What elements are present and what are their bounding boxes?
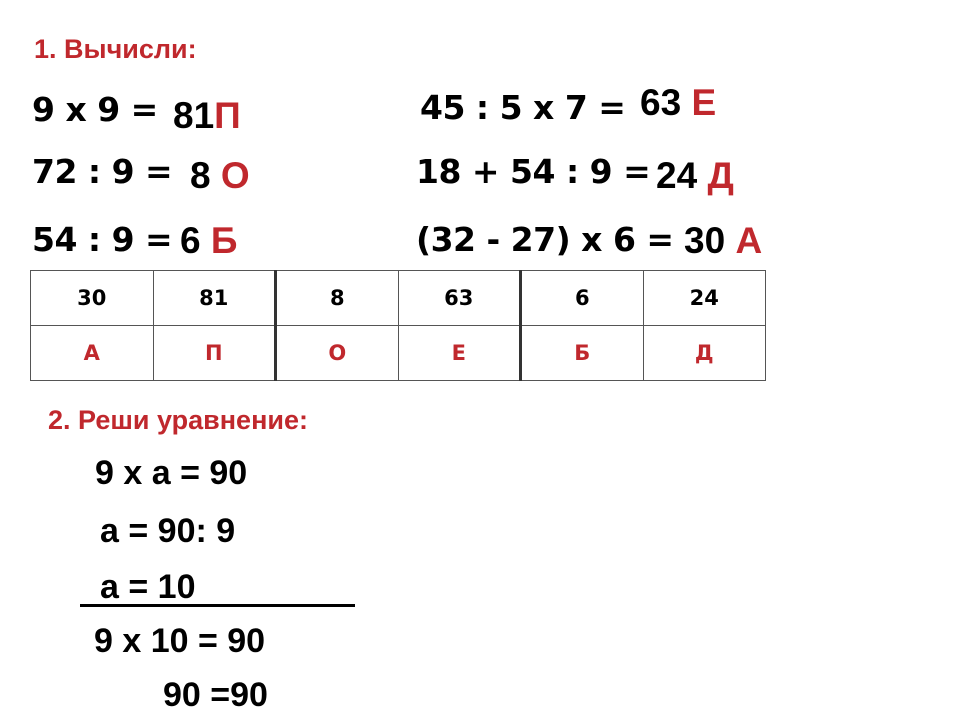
check-line: 90 =90 [163,676,268,714]
task1-answer [173,95,241,137]
answer-letter: П [214,95,241,136]
table-cell: О [276,326,399,381]
answer-letter: Б [210,220,238,261]
check-line: 9 х 10 = 90 [94,622,266,660]
answer-number: 8 [190,155,211,196]
equation-line: 9 х а = 90 [95,454,248,492]
answer-number: 6 [180,220,201,261]
task1-answer [640,82,716,124]
table-cell: 63 [398,271,521,326]
table-cell: Е [398,326,521,381]
equation-line: а = 90: 9 [100,512,236,550]
task1-expression: 54 : 9 = [32,220,173,259]
table-cell: 6 [521,271,644,326]
table-cell: Д [643,326,766,381]
task1-answer [684,220,762,262]
table-cell: 24 [643,271,766,326]
table-row-letters [31,326,766,381]
task1-answer [180,220,237,262]
task1-expression: 45 : 5 х 7 = [420,88,626,127]
task1-heading: 1. Вычисли: [34,34,197,64]
task1-expression: 9 х 9 = [32,90,158,129]
answer-number: 63 [640,82,682,123]
answer-underline [80,604,355,607]
task2-heading: 2. Реши уравнение: [48,405,308,435]
answer-letter: Д [707,155,734,196]
table-cell: П [153,326,276,381]
table-cell: 8 [276,271,399,326]
table-cell: Б [521,326,644,381]
table-cell: 30 [31,271,154,326]
answer-number: 81 [173,95,215,136]
answer-number: 24 [656,155,698,196]
answer-letter: А [735,220,763,261]
task1-answer [656,155,734,197]
answer-letter: О [220,155,250,196]
answer-letter: Е [691,82,717,123]
task1-answer [190,155,250,197]
table-cell: 81 [153,271,276,326]
code-table [30,270,766,381]
table-row-numbers [31,271,766,326]
table-cell: А [31,326,154,381]
task1-expression: 72 : 9 = [32,152,173,191]
task1-expression: 18 + 54 : 9 = [416,152,651,191]
equation-line: а = 10 [100,568,196,606]
task1-expression: (32 - 27) х 6 = [416,220,674,259]
answer-number: 30 [684,220,726,261]
